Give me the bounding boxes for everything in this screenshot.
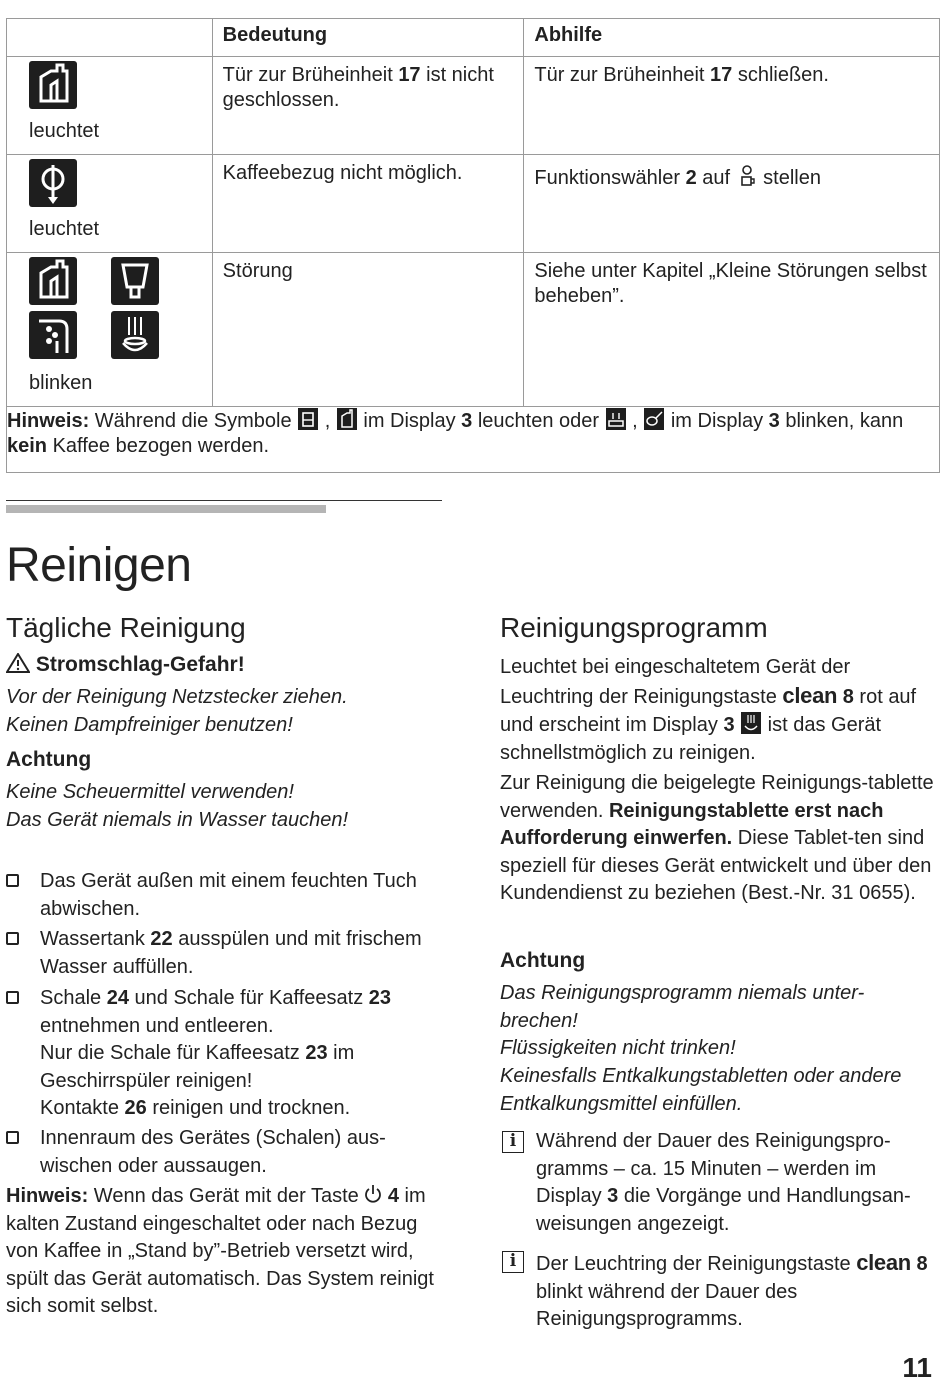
row3-abhilfe: Siehe unter Kapitel „Kleine Störungen selbst beheben”. xyxy=(524,253,940,407)
program-paragraph-1: Leuchtet bei eingeschaltetem Gerät der Leuchtring der Reinigungstaste clean 8 rot auf und erscheint im Display 3 ist das Gerät schnellstmöglich zu reinigen. xyxy=(500,656,917,764)
checkbox-bullet-icon xyxy=(6,932,19,945)
filter-icon xyxy=(643,407,665,431)
info-icon: i xyxy=(502,1251,524,1273)
door-icon xyxy=(29,61,77,109)
list-item: Das Gerät außen mit einem feuchten Tuch abwischen. xyxy=(6,868,446,923)
achtung-line-1: Keine Scheuermittel verwenden! xyxy=(6,781,294,803)
door-icon xyxy=(336,407,358,431)
section-rule xyxy=(6,500,442,501)
program-achtung-line-2: Flüssigkeiten nicht trinken! xyxy=(500,1037,736,1059)
warning-icon xyxy=(6,653,30,673)
clean-icon xyxy=(111,311,159,359)
warning-title: Stromschlag-Gefahr! xyxy=(6,653,245,677)
header-bedeutung: Bedeutung xyxy=(212,19,524,57)
warning-line-1: Vor der Reinigung Netzstecker ziehen. xyxy=(6,686,348,708)
row1-symbol-cell xyxy=(7,57,213,155)
section-bar xyxy=(6,505,326,513)
cup-icon xyxy=(736,164,758,188)
list-item: Wassertank 22 ausspülen und mit frischem Wasser auffüllen. xyxy=(6,926,446,981)
checkbox-bullet-icon xyxy=(6,1131,19,1144)
row3-state: blinken xyxy=(29,372,93,394)
checkbox-bullet-icon xyxy=(6,991,19,1004)
program-heading: Reinigungsprogramm xyxy=(500,612,768,643)
descale-icon xyxy=(29,311,77,359)
achtung-heading: Achtung xyxy=(6,748,92,771)
table-note: Hinweis: Während die Symbole , im Display 3 leuchten oder , im Display 3 blinken, kann kein Kaffee bezogen werden. xyxy=(7,407,940,473)
info-text-1: Während der Dauer des Reinigungspro-gramms – ca. 15 Minuten – werden im Display 3 die Vorgänge und Handlungsan-weisungen angezeigt. xyxy=(536,1130,911,1235)
row2-bedeutung: Kaffeebezug nicht möglich. xyxy=(212,155,524,253)
info-icon: i xyxy=(502,1131,524,1153)
tank-icon xyxy=(297,407,319,431)
program-achtung-heading: Achtung xyxy=(500,949,586,972)
program-achtung-line-1: Das Reinigungsprogramm niemals unter-brechen! xyxy=(500,982,865,1032)
tray-icon xyxy=(605,407,627,431)
achtung-line-2: Das Gerät niemals in Wasser tauchen! xyxy=(6,809,349,831)
row3-symbol-cell xyxy=(7,253,213,407)
warning-line-2: Keinen Dampfreiniger benutzen! xyxy=(6,714,293,736)
daily-cleaning-heading: Tägliche Reinigung xyxy=(6,612,246,643)
page-number: 11 xyxy=(902,1352,932,1383)
row1-abhilfe: Tür zur Brüheinheit 17 schließen. xyxy=(524,57,940,155)
symbol-table xyxy=(6,18,940,473)
checkbox-bullet-icon xyxy=(6,874,19,887)
door-icon xyxy=(29,257,77,305)
row2-abhilfe: Funktionswähler 2 auf stellen xyxy=(524,155,940,253)
row1-state: leuchtet xyxy=(29,120,100,142)
header-empty xyxy=(7,19,213,57)
selector-icon xyxy=(29,159,77,207)
container-icon xyxy=(111,257,159,305)
row2-state: leuchtet xyxy=(29,218,100,240)
row3-bedeutung: Störung xyxy=(212,253,524,407)
header-abhilfe: Abhilfe xyxy=(524,19,940,57)
section-title: Reinigen xyxy=(6,539,192,592)
program-paragraph-2: Zur Reinigung die beigelegte Reinigungs-tablette verwenden. Reinigungstablette erst nach Aufforderung einwerfen. Diese Tablet-ten sind speziell für dieses Gerät entwickelt und über den Kundendienst zu beziehen (Best.-Nr. 31 0655). xyxy=(500,772,934,904)
program-achtung-line-3: Keinesfalls Entkalkungstabletten oder andere Entkalkungsmittel einfüllen. xyxy=(500,1065,902,1115)
clean-icon xyxy=(740,711,762,735)
power-icon xyxy=(364,1184,382,1204)
left-hinweis: Hinweis: Wenn das Gerät mit der Taste 4 im kalten Zustand eingeschaltet oder nach Bezug von Kaffee in „Stand by”-Betrieb versetzt wird, spült das Gerät automatisch. Das System reinigt sich somit selbst. xyxy=(6,1185,434,1317)
row1-bedeutung: Tür zur Brüheinheit 17 ist nicht geschlossen. xyxy=(212,57,524,155)
list-item: Schale 24 und Schale für Kaffeesatz 23 entnehmen und entleeren. Nur die Schale für Kaffeesatz 23 im Geschirrspüler reinigen! Kontakte 26 reinigen und trocknen. xyxy=(6,985,446,1123)
row2-symbol-cell xyxy=(7,155,213,253)
info-text-2: Der Leuchtring der Reinigungstaste clean 8 blinkt während der Dauer des Reinigungsprogramms. xyxy=(536,1250,928,1330)
list-item: Innenraum des Gerätes (Schalen) aus-wischen oder aussaugen. xyxy=(6,1125,436,1180)
